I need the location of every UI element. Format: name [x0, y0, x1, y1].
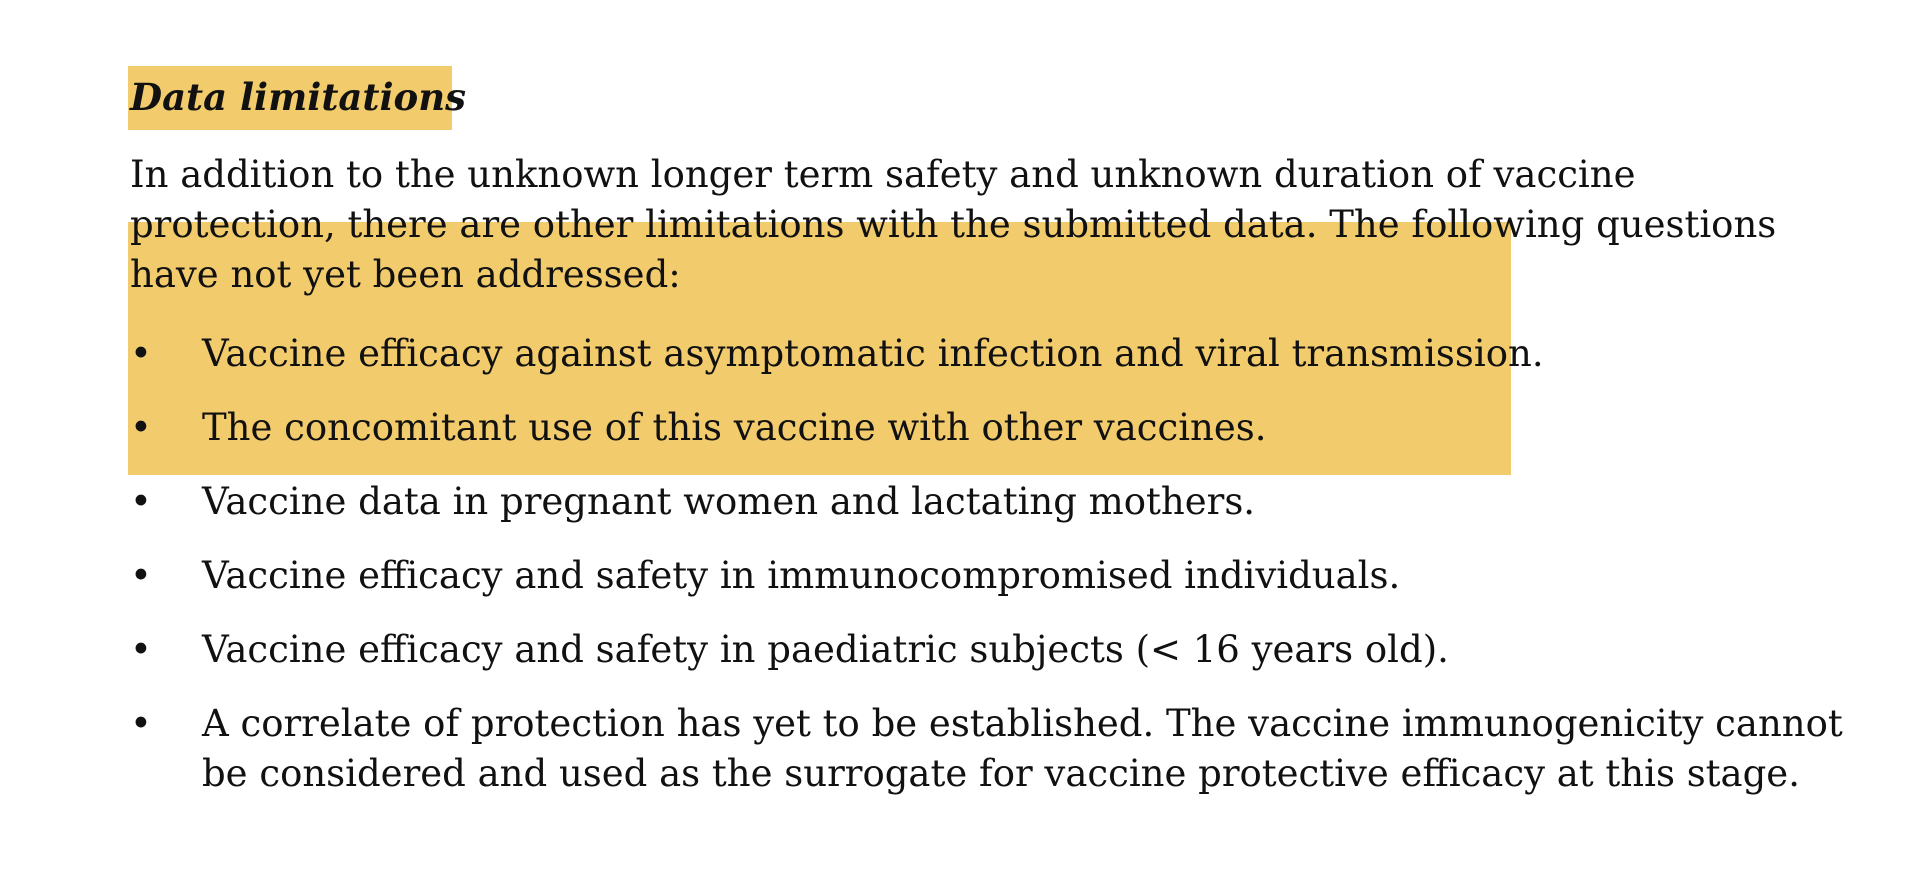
intro-line: have not yet been addressed:	[130, 253, 681, 296]
list-item-line: Vaccine efficacy and safety in paediatric subjects (< 16 years old).	[202, 628, 1449, 671]
intro-line: protection, there are other limitations with the submitted data. The following questions	[130, 203, 1777, 246]
bullet-icon: •	[130, 702, 152, 745]
list-item-text	[202, 329, 1544, 379]
list-item-line: Vaccine data in pregnant women and lactating mothers.	[202, 480, 1256, 523]
bullet-icon: •	[130, 628, 152, 671]
list-item-text	[202, 477, 1255, 527]
intro-paragraph	[130, 150, 1790, 300]
list-item-text	[202, 551, 1400, 601]
bullet-icon: •	[130, 332, 152, 375]
list-item-line: Vaccine efficacy against asymptomatic infection and viral transmission.	[202, 332, 1544, 375]
list-item-text	[202, 403, 1267, 453]
section-heading: Data limitations	[130, 75, 466, 119]
list-item-text	[202, 699, 1843, 799]
bullet-icon: •	[130, 406, 152, 449]
list-item-line: Vaccine efficacy and safety in immunocompromised individuals.	[202, 554, 1401, 597]
bullet-icon: •	[130, 480, 152, 523]
list-item-line: A correlate of protection has yet to be established. The vaccine immunogenicity cannot	[202, 702, 1843, 745]
list-item-line: The concomitant use of this vaccine with other vaccines.	[202, 406, 1267, 449]
intro-line: In addition to the unknown longer term safety and unknown duration of vaccine	[130, 153, 1636, 196]
list-item-text	[202, 625, 1449, 675]
list-item-line: be considered and used as the surrogate for vaccine protective efficacy at this stage.	[202, 752, 1800, 795]
bullet-icon: •	[130, 554, 152, 597]
